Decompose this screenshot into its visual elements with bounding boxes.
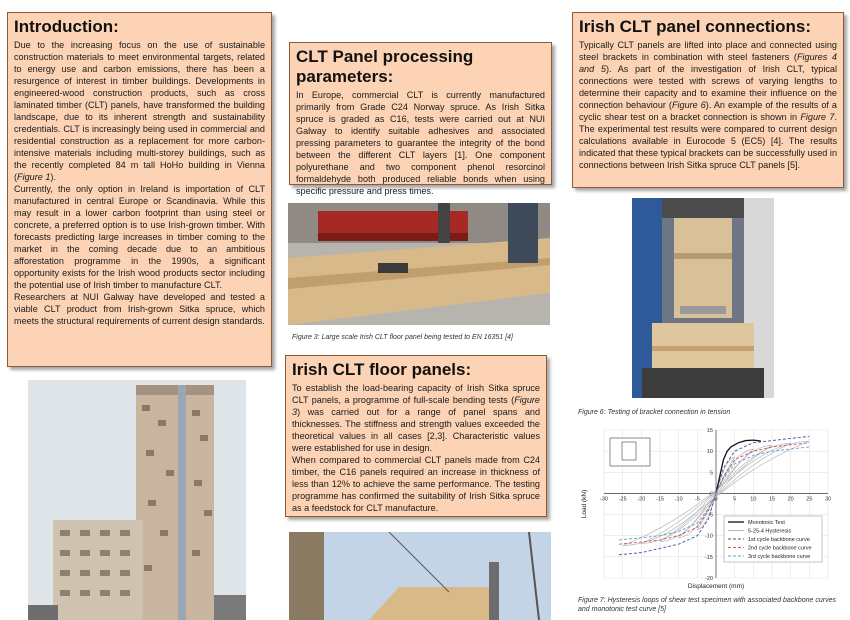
introduction-paragraph-2: Currently, the only option in Ireland is importation of CLT manufactured in central Europe or Scandinavia. While this may result in a lower carbon footprint than using steel or concrete, a preferred option is to use Irish-grown timber. With forecasts predicting large increases in timber coming to the market in the coming decade due to an ambitious afforestation programme in the 1990s, a significant opportunity exists for the Irish wood products sector including the potential use of Irish timber to manufacture CLT.: [14, 184, 265, 290]
y-tick-label: 15: [706, 428, 713, 434]
hysteresis-chart-svg: [578, 422, 844, 592]
x-tick-label: -5: [694, 496, 700, 503]
y-tick-label: -15: [705, 554, 713, 561]
x-tick-label: 15: [768, 496, 776, 503]
introduction-paragraph-1: Due to the increasing focus on the use of sustainable construction materials to meet environmental targets, related to energy use and carbon emissions, there has been a resurgence of interest in timber buildings. Developments in engineered-wood construction products, such as cross laminated timber (CLT) panels, have transformed the building landscape, due to its inherent strength and sustainability credentials. CLT is increasingly being used in commercial and residential construction as a replacement for more carbon-intensive materials including multi-storey buildings, such as the recently completed 84 m tall HoHo building in Vienna (Figure 1).: [14, 40, 265, 182]
x-tick-label: 0: [714, 496, 718, 503]
processing-parameters-paragraph: In Europe, commercial CLT is currently manufactured primarily from Grade C24 Norway spruce. As Irish Sitka spruce is graded as C16, tests were carried out at NUI Galway to identify suitable adhesives and associated pressing parameters to guarantee the integrity of the bond between the different CLT layers [1]. One component polyurethane and two component phenol resorcinol formaldehyde both produced reliable bonds when using specific pressure and press times.: [296, 90, 545, 196]
figure-7-caption: Figure 7: Hysteresis loops of shear test specimen with associated backbone curves and monotonic test curve [5]: [578, 597, 836, 613]
bracket-test-illustration: [632, 198, 774, 398]
introduction-section: [7, 12, 272, 367]
x-tick-label: -20: [637, 496, 646, 503]
figure-3-caption: Figure 3: Large scale Irish CLT floor panel being tested to EN 16351 [4]: [292, 334, 513, 341]
y-tick-label: -10: [705, 533, 713, 540]
legend-label: 2nd cycle backbone curve: [748, 545, 812, 552]
y-axis-label: Load (kN): [581, 489, 588, 519]
hoho-building-illustration: [28, 380, 246, 620]
x-tick-label: -30: [600, 496, 608, 503]
figure-6-caption: Figure 6: Testing of bracket connection in tension: [578, 409, 731, 416]
x-tick-label: -25: [618, 496, 627, 503]
legend-label: 3rd cycle backbone curve: [748, 554, 811, 560]
construction-site-photo: [289, 532, 551, 620]
y-tick-label: 5: [709, 470, 713, 477]
floor-panels-paragraph-1: To establish the load-bearing capacity of Irish Sitka spruce CLT panels, a programme of full-scale bending tests (Figure 3) was carried out for a range of panel spans and thicknesses. The stiffness and strength values exceeded the theoretical values in all cases [2,3]. Characteristic values were established for use in design.: [292, 383, 540, 453]
processing-parameters-section: [289, 42, 552, 196]
x-tick-label: 5: [733, 496, 737, 503]
x-tick-label: -10: [674, 496, 683, 503]
floor-panel-test-photo: [288, 203, 550, 325]
floor-panels-paragraph-2: When compared to commercial CLT panels made from C24 timber, the C16 panels required an increase in thickness of less than 12% to achieve the same performance. The testing programme has confirmed the suitability of Irish Sitka spruce as a feedstock for CLT manufacture.: [292, 455, 540, 513]
x-tick-label: 30: [824, 496, 832, 503]
bracket-test-photo: [632, 198, 774, 398]
introduction-heading: Introduction:: [14, 17, 119, 36]
floor-panel-test-illustration: [288, 203, 550, 325]
y-tick-label: -20: [705, 576, 713, 582]
hoho-building-photo: [28, 380, 246, 620]
x-tick-label: 25: [806, 496, 813, 503]
y-tick-label: 10: [706, 449, 713, 456]
floor-panels-section: [285, 355, 547, 517]
x-tick-label: 20: [787, 496, 794, 503]
processing-parameters-heading: CLT Panel processing parameters:: [296, 47, 474, 86]
legend-label: Monotonic Test: [748, 520, 785, 526]
floor-panels-heading: Irish CLT floor panels:: [292, 360, 472, 379]
x-tick-label: 10: [750, 496, 757, 503]
panel-connections-paragraph: Typically CLT panels are lifted into place and connected using steel brackets in combination with steel fasteners (Figures 4 and 5). As part of the investigation of Irish CLT, typical connections were tested with screws of varying lengths to determine their capacity and to examine their influence on the connection behaviour (Figure 6). An example of the results of a cyclic shear test on a bracket connection is shown in Figure 7. The experimental test results were compared to current design calculations available in Eurocode 5 (EC5) [4]. The results indicated that these typical brackets can be successfully used in connections between Irish Sitka spruce CLT panels [5].: [579, 40, 837, 170]
panel-connections-heading: Irish CLT panel connections:: [579, 17, 812, 36]
x-tick-label: -15: [656, 496, 664, 503]
panel-connections-section: [572, 12, 844, 188]
y-tick-label: -5: [708, 512, 713, 519]
legend-label: 5-25-4 Hysteresis: [748, 528, 792, 535]
legend-label: 1st cycle backbone curve: [748, 537, 810, 543]
y-tick-label: 0: [709, 491, 713, 498]
introduction-paragraph-3: Researchers at NUI Galway have developed and tested a viable CLT product from Irish-grown Sitka spruce, which meets the structural requirements of current design standards.: [14, 292, 265, 326]
x-axis-label: Displacement (mm): [687, 583, 745, 590]
construction-site-illustration: [289, 532, 551, 620]
hysteresis-chart: [578, 422, 844, 592]
